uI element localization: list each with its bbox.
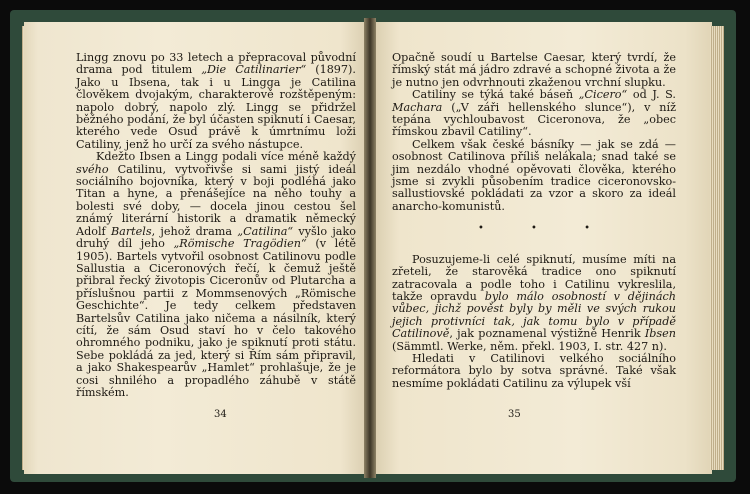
section-separator: • • • [477,223,613,235]
left-page [24,22,368,474]
paragraph: Kdežto Ibsen a Lingg podali více méně každý svého Catilinu, vytvořivše si sami jistý ideál sociálního bojovníka, který v boji podléhá jako Titan a hyne, a přenášejíce na něho touhy a bolesti své doby, — docela jinou cestou šel známý literární historik a dramatik německý Adolf Bartels, jehož drama „Catilina“ vyšlo jako druhý díl jeho „Römische Tragödien“ (v létě 1905). Bartels vytvořil osobnost Catilinovu podle Sallustia a Ciceronových řečí, k čemuž ještě přibral řecký životopis Ciceronův od Plutarcha a příslušnou partii z Mommsenových „Römische Geschichte“. Je tedy celkem představen Bartelsův Catilina jako ničema a násilník, který cítí, že sám Osud staví ho v čelo takového ohromného podniku, jako je spiknutí proti státu. Sebe pokládá za jed, který si Řím sám připravil, a jako Shakespearův „Hamlet“ prohlašuje, že je cosi shnilého a propadlého záhubě v státě římském. [76,150,356,399]
page-number-right: 35 [508,409,521,420]
paragraph: Posuzujeme-li celé spiknutí, musíme míti na zřeteli, že starověká tradice ono spiknutí zatracovala a podle toho i Catilinu vykreslila, takže opravdu bylo málo osobností v dějinách vůbec, jichž pověst byly by měli ve svých rukou jejich protivníci tak, jak tomu bylo v případě Catilinově, jak poznamenal výstižně Henrik Ibsen (Sämmtl. Werke, něm. překl. 1903, I. str. 427 n). [392,252,676,353]
book-gutter [364,18,376,478]
right-page-text-top [392,52,676,213]
paragraph: Hledati v Catilinovi velkého sociálního reformátora bylo by sotva správné. Také však nesmíme pokládati Catilinu za výlupek vší [392,351,676,390]
page-edges-right [710,26,724,470]
right-page [372,22,712,474]
right-page-text [392,52,676,390]
page-number-left: 34 [214,409,227,420]
paragraph: Celkem však české básníky — jak se zdá — osobnost Catilinova příliš nelákala; snad také se jim nezdálo vhodné opěvovati člověka, kterého jsme si zvykli působením tradice ciceronovsko-sallustiovské pokládati za vzor a skoro za ideál anarcho-komunistů. [392,137,676,213]
left-page-text [76,52,356,399]
paragraph: Catiliny se týká také báseň „Cicero“ od J. S. Machara („V záři hellenského slunce“), v níž tepána vychloubavost Ciceronova, že „obec římskou zbavil Catiliny“. [392,88,676,139]
paragraph: Opačně soudí u Bartelse Caesar, který tvrdí, že římský stát má jádro zdravé a schopné života a že je nutno jen odvrhnouti zkaženou vrchní slupku. [392,51,676,89]
right-page-text-bottom [392,254,676,390]
paragraph: Lingg znovu po 33 letech a přepracoval původní drama pod titulem „Die Catilinarier“ (1897). Jako u Ibsena, tak i u Lingga je Catilina člověkem dvojakým, charakterově rozštěpeným: napolo dobrý, napolo zlý. Lingg se přidržel běžného podání, že byl účasten spiknutí i Caesar, kterého vede Osud právě k úmrtnímu loži Catiliny, jenž ho určí za svého nástupce. [76,51,356,151]
